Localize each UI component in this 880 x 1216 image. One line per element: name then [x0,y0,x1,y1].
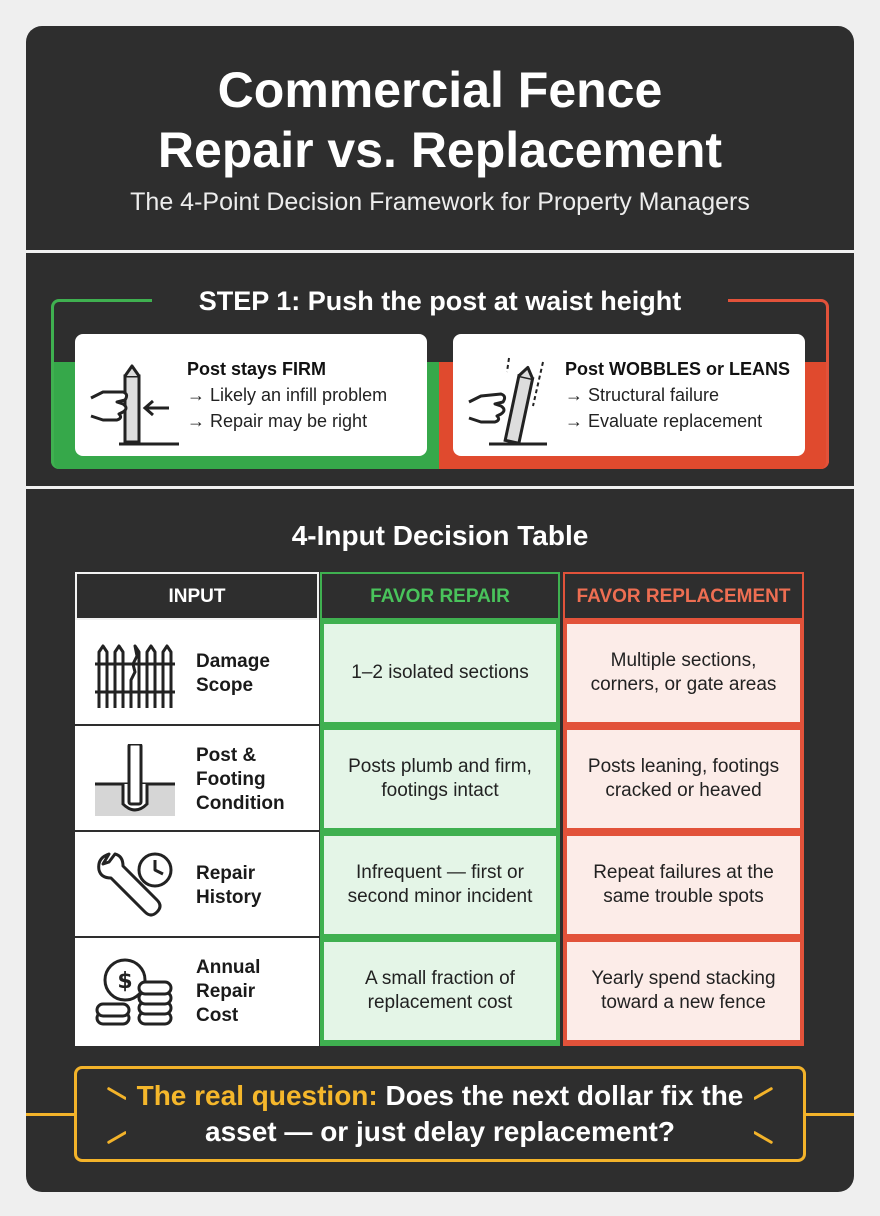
header-favor-replacement: FAVOR REPLACEMENT [563,572,804,620]
firm-line-2: → Repair may be right [187,411,368,431]
page-title [26,60,854,180]
title-line-2: Repair vs. Replacement [157,122,723,178]
hand-pushing-leaning-post-icon [467,346,563,446]
repair-cell: Posts plumb and firm, footings intact [324,730,556,828]
input-column [75,620,319,1046]
wobble-heading: Post WOBBLES or LEANS [565,359,791,379]
replace-cell: Multiple sections, corners, or gate areas [567,624,800,722]
replace-cell: Posts leaning, footings cracked or heaved [567,730,800,828]
table-row [75,832,319,938]
input-label-damage-scope: Damage Scope [196,651,270,696]
wobble-line-2: → Evaluate replacement [565,411,763,431]
svg-text:$: $ [117,969,133,994]
input-label-post-footing: Post & Footing Condition [196,745,285,814]
favor-repair-column [320,620,560,1046]
header-favor-repair: FAVOR REPAIR [320,572,560,620]
favor-replacement-column [563,620,804,1046]
replace-cell: Repeat failures at the same trouble spots [567,836,800,934]
wobble-card [453,334,805,456]
input-label-repair-history: Repair History [196,863,262,908]
repair-cell: A small fraction of replacement cost [324,942,556,1040]
wrench-clock-icon [95,850,175,922]
question-callout [126,1072,754,1156]
step1-title: STEP 1: Push the post at waist height [152,282,728,320]
firm-heading: Post stays FIRM [187,359,327,379]
table-title: 4-Input Decision Table [291,520,589,551]
header-input: INPUT [75,572,319,620]
firm-line-1: → Likely an infill problem [187,385,388,405]
question-highlight: The real question: [136,1080,378,1111]
table-row [75,726,319,832]
wobble-line-1: → Structural failure [565,385,720,405]
table-row [75,938,319,1044]
repair-cell: Infrequent — first or second minor incident [324,836,556,934]
section-divider [26,250,854,253]
broken-fence-icon [95,638,175,710]
post-footing-icon [95,744,175,816]
coins-dollar-icon [95,956,175,1028]
repair-cell: 1–2 isolated sections [324,624,556,722]
section-divider [26,486,854,489]
replace-cell: Yearly spend stacking toward a new fence [567,942,800,1040]
input-label-annual-cost: Annual Repair Cost [196,957,261,1026]
question-line-left [26,1113,76,1116]
table-row [75,620,319,726]
firm-card [75,334,427,456]
title-line-1: Commercial Fence [217,62,663,118]
infographic-card [26,26,854,1192]
question-line-right [804,1113,854,1116]
page-subtitle: The 4-Point Decision Framework for Property Managers [130,188,750,216]
hand-pushing-firm-post-icon [89,346,185,446]
question-text: Does the next dollar fix the asset — or just delay replacement? [205,1080,744,1147]
